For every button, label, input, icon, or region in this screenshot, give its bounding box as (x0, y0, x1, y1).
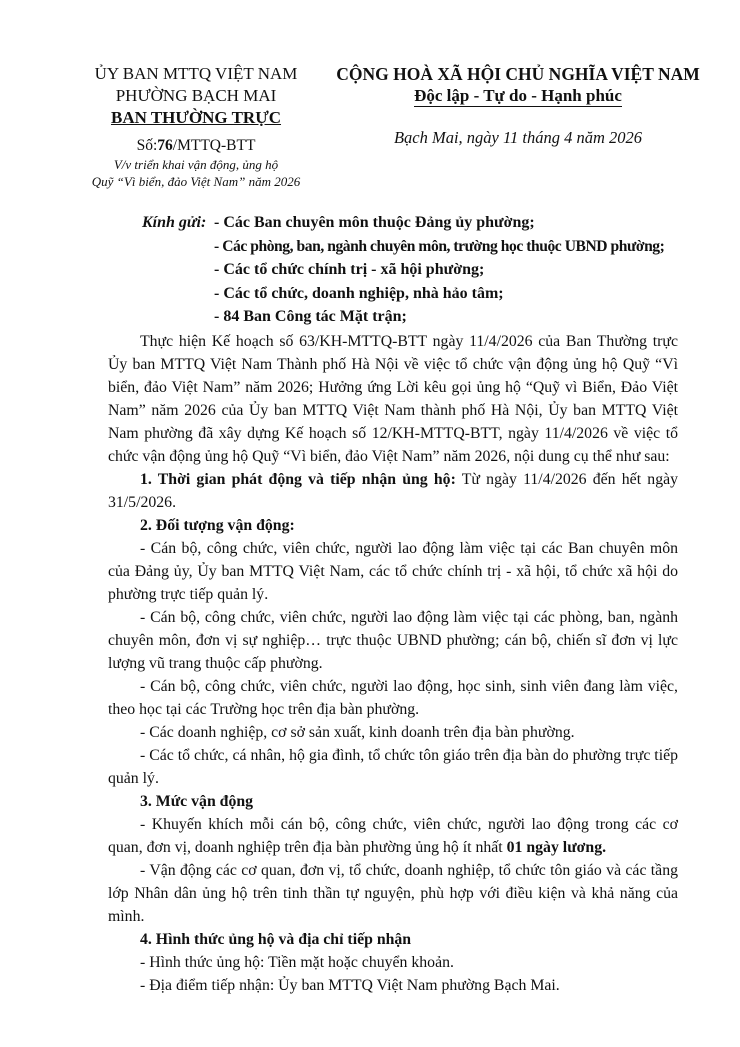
recipients-label: Kính gửi: (142, 214, 207, 231)
section-3-item-text: - Khuyến khích mỗi cán bộ, công chức, viên chức, người lao động trong các cơ quan, đơn vị, doanh nghiệp trên địa bàn phường ủng hộ ít nhất (108, 816, 678, 856)
recipient-item: - Các Ban chuyên môn thuộc Đảng ủy phường; (214, 214, 535, 231)
recipient-row (142, 282, 664, 306)
recipients-block (142, 211, 664, 329)
section-2-item: - Các doanh nghiệp, cơ sở sản xuất, kinh doanh trên địa bàn phường. (140, 724, 575, 741)
section-4-item: - Hình thức ủng hộ: Tiền mặt hoặc chuyển khoản. (140, 954, 454, 971)
recipient-item: - Các tổ chức, doanh nghiệp, nhà hảo tâm; (214, 284, 504, 302)
recipient-row (142, 305, 664, 329)
section-1-text: Từ ngày 11/4/2026 đến hết ngày 31/5/2026. (108, 471, 678, 511)
section-3-item (108, 813, 678, 859)
section-3-item-emphasis: 01 ngày lương. (506, 839, 607, 856)
section-1 (108, 468, 678, 514)
section-2-item: - Cán bộ, công chức, viên chức, người lao động làm việc tại các Ban chuyên môn của Đảng ủy, Ủy ban MTTQ Việt Nam, các tổ chức chính trị - xã hội, tổ chức xã hội do phường trực tiếp quản lý. (108, 540, 678, 603)
org-name-line3: BAN THƯỜNG TRỰC (110, 108, 282, 127)
doc-number-value: 76 (157, 137, 173, 154)
intro-paragraph: Thực hiện Kế hoạch số 63/KH-MTTQ-BTT ngày 11/4/2026 của Ban Thường trực Ủy ban MTTQ Việt Nam Thành phố Hà Nội về việc tổ chức vận động ủng hộ Quỹ “Vì biển, đảo Việt Nam” năm 2026; Hưởng ứng Lời kêu gọi ủng hộ “Quỹ vì Biển, Đảo Việt Nam” năm 2026 của Ủy ban MTTQ Việt Nam thành phố Hà Nội, Ủy ban MTTQ Việt Nam phường đã xây dựng Kế hoạch số 12/KH-MTTQ-BTT, ngày 11/4/2026 về việc tổ chức vận động ủng hộ Quỹ “Vì biển, đảo Việt Nam” năm 2026, nội dung cụ thể như sau: (108, 333, 678, 465)
section-1-title: 1. Thời gian phát động và tiếp nhận ủng hộ: (140, 471, 456, 488)
section-2-item: - Cán bộ, công chức, viên chức, người lao động, học sinh, sinh viên đang làm việc, theo học tại các Trường học trên địa bàn phường. (108, 678, 678, 718)
recipient-row (142, 211, 664, 235)
place-and-date: Bạch Mai, ngày 11 tháng 4 năm 2026 (393, 128, 643, 147)
section-2-item: - Cán bộ, công chức, viên chức, người lao động làm việc tại các phòng, ban, ngành chuyên môn, đơn vị sự nghiệp… trực thuộc UBND phường; cán bộ, chiến sĩ đơn vị lực lượng vũ trang thuộc cấp phường. (108, 609, 678, 672)
recipient-row (142, 258, 664, 282)
section-4-title: 4. Hình thức ủng hộ và địa chỉ tiếp nhận (140, 931, 412, 948)
document-number (72, 136, 320, 156)
document-body (108, 330, 678, 997)
motto-text: Độc lập - Tự do - Hạnh phúc (414, 86, 622, 105)
issuing-organization-block (72, 63, 320, 190)
section-2-item: - Các tổ chức, cá nhân, hộ gia đình, tổ chức tôn giáo trên địa bàn do phường trực tiếp quản lý. (108, 747, 678, 787)
nation-title: CỘNG HOÀ XÃ HỘI CHỦ NGHĨA VIỆT NAM (336, 64, 700, 84)
national-motto (328, 85, 708, 107)
section-4-item: - Địa điểm tiếp nhận: Ủy ban MTTQ Việt Nam phường Bạch Mai. (140, 977, 560, 994)
org-name-line2: PHƯỜNG BẠCH MAI (115, 86, 277, 105)
subject-line1: V/v triển khai vận động, ủng hộ (113, 157, 279, 172)
doc-number-suffix: /MTTQ-BTT (172, 137, 256, 154)
subject-line2: Quỹ “Vì biển, đảo Việt Nam” năm 2026 (91, 174, 301, 189)
recipient-item: - 84 Ban Công tác Mặt trận; (214, 308, 407, 325)
section-3-title: 3. Mức vận động (140, 793, 254, 810)
section-3-item: - Vận động các cơ quan, đơn vị, tổ chức, doanh nghiệp, tổ chức tôn giáo và các tầng lớp Nhân dân ủng hộ trên tinh thần tự nguyện, phù hợp với điều kiện và khả năng của mình. (108, 862, 678, 925)
org-name-line1: ỦY BAN MTTQ VIỆT NAM (94, 64, 298, 83)
recipient-item: - Các tổ chức chính trị - xã hội phường; (214, 261, 485, 278)
recipient-item: - Các phòng, ban, ngành chuyên môn, trường học thuộc UBND phường; (214, 237, 665, 255)
recipient-row (142, 235, 664, 259)
section-2-title: 2. Đối tượng vận động: (140, 517, 295, 534)
national-heading-block (328, 63, 708, 148)
doc-number-prefix: Số: (136, 137, 158, 154)
